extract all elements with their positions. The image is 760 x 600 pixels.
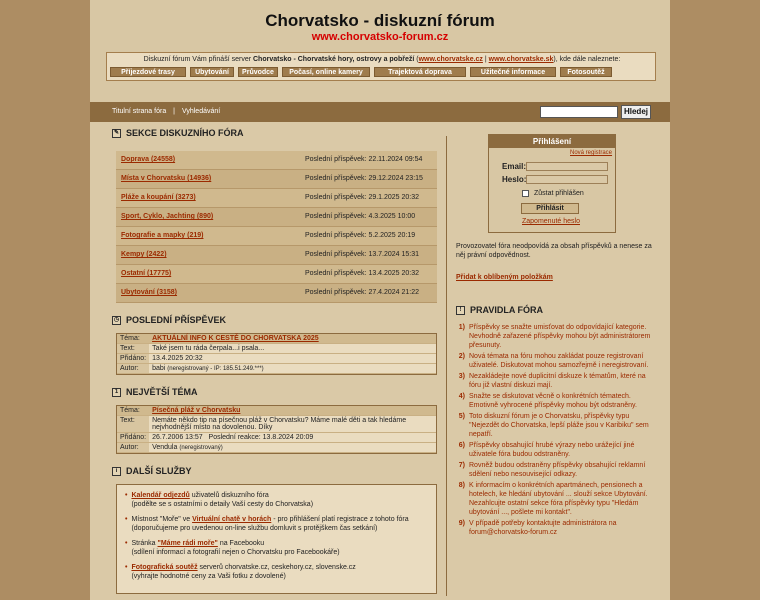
forum-link-ostatni[interactable]: Ostatní (17775) — [121, 270, 172, 277]
forum-last-post — [305, 175, 423, 182]
rules-icon: ! — [456, 306, 465, 315]
rules-title: PRAVIDLA FÓRA — [470, 305, 543, 315]
forum-link-sport[interactable]: Sport, Cyklo, Jachting (890) — [121, 213, 214, 220]
promo-links — [110, 67, 612, 77]
promo-link-uzitecne-informace[interactable]: Užitečné informace — [470, 67, 556, 77]
forum-link-plaze[interactable]: Pláže a koupání (3273) — [121, 194, 196, 201]
sections-title: SEKCE DISKUZNÍHO FÓRA — [126, 128, 244, 138]
last-post-text: Také jsem tu ráda čerpala...i psala... — [149, 344, 436, 354]
services-title: DALŠÍ SLUŽBY — [126, 466, 192, 476]
forum-row — [116, 246, 437, 265]
promo-link-trajektova-doprava[interactable]: Trajektová doprava — [374, 67, 466, 77]
forum-sections-icon: ✎ — [113, 129, 120, 136]
site-title: Chorvatsko - diskuzní fórum — [265, 11, 495, 30]
last-post-heading — [112, 315, 437, 325]
forum-link-ubytovani[interactable]: Ubytování (3158) — [121, 289, 178, 296]
search-button[interactable]: Hledej — [621, 105, 651, 119]
bullet-icon: • — [125, 492, 128, 499]
nav-home[interactable]: Titulní strana fóra — [112, 108, 167, 115]
service-item — [125, 515, 428, 533]
promo-prefix: Diskuzní fórum Vám přináší server — [143, 56, 252, 63]
rules-list — [456, 323, 656, 537]
forum-row — [116, 227, 437, 246]
author-info: (neregistrovaný - IP: 185.51.249.***) — [167, 366, 264, 372]
biggest-topic-author — [149, 443, 436, 453]
sidebar — [456, 128, 656, 539]
service-text: serverů chorvatske.cz, ceskehory.cz, slovenske.cz — [199, 564, 356, 571]
number-one-icon: 1 — [112, 388, 121, 397]
biggest-added: 26.7.2006 13:57 — [152, 434, 203, 441]
biggest-topic-dates — [149, 433, 436, 443]
rule-number: 2) — [458, 353, 465, 360]
site-header — [90, 0, 670, 102]
password-input[interactable] — [526, 175, 608, 184]
last-post-date: 5.2.2025 20:19 — [368, 232, 416, 239]
promo-link-chorvatske-cz[interactable]: www.chorvatske.cz — [418, 56, 483, 63]
last-post-date: 13.7.2024 15:31 — [368, 251, 420, 258]
rule-text: V případě potřeby kontaktujte administrátora na forum@chorvatsko-forum.cz — [469, 520, 617, 536]
promo-suffix: ), kde dále naleznete: — [553, 56, 621, 63]
search-input[interactable] — [540, 106, 618, 118]
text-label: Text: — [117, 416, 149, 433]
service-item — [125, 563, 428, 581]
biggest-last-reply: 13.8.2024 20:09 — [262, 434, 314, 441]
forum-link-kempy[interactable]: Kempy (2422) — [121, 251, 167, 258]
service-pre: Stránka — [131, 540, 156, 547]
author-info: (neregistrovaný) — [179, 445, 223, 451]
service-text: - pro přihlášení platí registrace z tohoto fóra — [273, 516, 409, 523]
last-post-label: Poslední příspěvek: — [305, 213, 367, 220]
forum-last-post — [305, 270, 419, 277]
promo-link-pruvodce[interactable]: Průvodce — [238, 67, 278, 77]
rule-number: 3) — [458, 373, 465, 380]
rules-heading — [456, 305, 656, 315]
rule-number: 1) — [458, 324, 465, 331]
rule-number: 6) — [458, 442, 465, 449]
promo-link-pocasi[interactable]: Počasí, online kamery — [282, 67, 370, 77]
services-heading — [112, 466, 437, 476]
added-label: Přidáno: — [117, 354, 149, 364]
service-link-photo-contest[interactable]: Fotografická soutěž — [131, 564, 198, 571]
last-post-label: Poslední příspěvek: — [305, 156, 367, 163]
bullet-icon: • — [125, 516, 128, 523]
service-pre: Místnost "Moře" ve — [131, 516, 191, 523]
last-post-date: 27.4.2024 21:22 — [368, 289, 420, 296]
last-post-topic-link[interactable]: AKTUÁLNÍ INFO K CESTĚ DO CHORVATSKA 2025 — [152, 335, 319, 342]
service-sub: (podělte se s ostatními o detaily Vaší cesty do Chorvatska) — [131, 501, 314, 508]
promo-sep: | — [482, 56, 489, 63]
last-post-date: 4.3.2025 10:00 — [368, 213, 416, 220]
last-post-date: 29.12.2024 23:15 — [368, 175, 423, 182]
rule-text: Nová témata na fóru mohou zakládat pouze registrovaní uživatelé. Diskutovat mohou samozřejmě i neregistrovaní. — [469, 353, 649, 369]
service-item — [125, 491, 428, 509]
forum-link-fotografie[interactable]: Fotografie a mapky (219) — [121, 232, 204, 239]
remember-checkbox[interactable] — [522, 190, 529, 197]
promo-open: ( — [416, 56, 419, 63]
disclaimer: Provozovatel fóra neodpovídá za obsah příspěvků a nenese za něj právní odpovědnost. — [456, 243, 652, 259]
last-post-date: 22.11.2024 09:54 — [368, 156, 423, 163]
nav-separator: | — [173, 108, 175, 115]
rule-text: K informacím o konkrétních apartmánech, pensionech a hotelech, ke hledání ubytování ... slouží sekce Ubytování. Nezahlcujte ostatní sekce fóra příspěvky typu "Hledám ubytování ..., pošlete mi kontakt". — [469, 482, 648, 516]
text-label: Text: — [117, 344, 149, 354]
forum-last-post — [305, 194, 419, 201]
forum-last-post — [305, 289, 419, 296]
biggest-topic-heading — [112, 387, 437, 397]
add-favorites-link[interactable]: Přidat k oblíbeným položkám — [456, 274, 553, 281]
rule-number: 5) — [458, 413, 465, 420]
biggest-topic-title: NEJVĚTŠÍ TÉMA — [126, 387, 198, 397]
last-post-label: Poslední příspěvek: — [305, 289, 367, 296]
rule-text: Nezakládejte nové duplicitní diskuze k tématům, které na fóru již vlastní diskuzi mají. — [469, 373, 646, 389]
last-post-author — [149, 364, 436, 374]
service-link-facebook[interactable]: "Máme rádi moře" — [157, 540, 218, 547]
topic-label: Téma: — [117, 406, 149, 416]
email-label: Email: — [502, 162, 527, 171]
author-label: Autor: — [117, 443, 149, 453]
forum-link-doprava[interactable]: Doprava (24558) — [121, 156, 176, 163]
promo-link-prijezdove-trasy[interactable]: Příjezdové trasy — [110, 67, 186, 77]
forum-row — [116, 170, 437, 189]
rule-number: 9) — [458, 520, 465, 527]
forum-row — [116, 284, 437, 303]
rule-number: 4) — [458, 393, 465, 400]
author-name: Vendula — [152, 444, 178, 451]
last-post-label: Poslední příspěvek: — [305, 232, 367, 239]
main-column — [112, 128, 437, 594]
promo-link-ubytovani[interactable]: Ubytování — [190, 67, 234, 77]
forum-last-post — [305, 213, 415, 220]
nav-search[interactable]: Vyhledávání — [181, 108, 221, 115]
login-body — [489, 148, 615, 232]
biggest-topic-text: Nemáte někdo tip na písečnou pláž v Chorvatsku? Máme malé děti a tak hledáme nejvhodnější místo na dovolenou. Díky — [149, 416, 436, 433]
rule-number: 7) — [458, 462, 465, 469]
rule-text: Rovněž budou odstraněny příspěvky obsahující reklamní sdělení nebo nesouvisející odkazy. — [469, 462, 646, 478]
service-sub: (doporučujeme pro uvedenou on-line službu domluvit s protějškem čas setkání) — [131, 525, 378, 532]
biggest-topic-link[interactable]: Písečná pláž v Chorvatsku — [152, 407, 241, 414]
rule-text: Příspěvky se snažte umisťovat do odpovídající kategorie. Nevhodně zařazené příspěvky mohou být administrátorem přesunuty. — [469, 324, 651, 349]
password-label: Heslo: — [502, 175, 527, 184]
biggest-topic-box — [116, 405, 437, 454]
service-item — [125, 539, 428, 557]
rule-text: Toto diskuzní fórum je o Chorvatsku, příspěvky typu "Nejezdět do Chorvatska, lepší pláže jsou v Karibiku" sem nepatří. — [469, 413, 649, 438]
service-text: uživatelů diskuzního fóra — [191, 492, 269, 499]
rule-number: 8) — [458, 482, 465, 489]
last-post-title: POSLEDNÍ PŘÍSPĚVEK — [126, 315, 227, 325]
bullet-icon: • — [125, 564, 128, 571]
rule-text: Snažte se diskutovat věcně o konkrétních tématech. Emotivně vyhrocené příspěvky mohou být odstraněny. — [469, 393, 637, 409]
promo-bold: Chorvatsko - Chorvatské hory, ostrovy a pobřeží — [253, 56, 415, 63]
last-post-box — [116, 333, 437, 375]
last-post-label: Poslední příspěvek: — [305, 251, 367, 258]
sections-heading — [112, 128, 437, 138]
clock-icon: ◷ — [113, 316, 120, 323]
info-icon: i — [112, 467, 121, 476]
bullet-icon: • — [125, 540, 128, 547]
rule-item — [456, 372, 656, 390]
forum-row — [116, 189, 437, 208]
register-link[interactable]: Nová registrace — [570, 150, 613, 156]
forum-last-post — [305, 232, 415, 239]
login-title: Přihlášení — [489, 135, 615, 148]
author-name: babi — [152, 365, 166, 372]
rule-item — [456, 519, 656, 537]
rule-item — [456, 481, 656, 517]
login-box — [488, 134, 616, 233]
forum-row — [116, 151, 437, 170]
rule-text: Příspěvky obsahující hrubé výrazy nebo urážející jiné uživatele fóra budou odstraněny. — [469, 442, 635, 458]
rule-item — [456, 323, 656, 350]
rule-item — [456, 441, 656, 459]
forgot-password-link[interactable]: Zapomenuté heslo — [522, 218, 580, 225]
author-label: Autor: — [117, 364, 149, 374]
service-link-calendar[interactable]: Kalendář odjezdů — [131, 492, 190, 499]
last-post-added: 13.4.2025 20:32 — [149, 354, 436, 364]
service-link-chat[interactable]: Virtuální chatě v horách — [192, 516, 272, 523]
last-reply-label: Poslední reakce: — [208, 434, 261, 441]
forum-row — [116, 208, 437, 227]
promo-link-fotosoutez[interactable]: Fotosoutěž — [560, 67, 612, 77]
forum-list — [116, 151, 437, 303]
services-box — [116, 484, 437, 594]
last-post-date: 13.4.2025 20:32 — [368, 270, 420, 277]
remember-label: Zůstat přihlášen — [534, 190, 584, 197]
rule-item — [456, 412, 656, 439]
service-sub: (sdílení informací a fotografií nejen o Chorvatsku pro Facebookáře) — [131, 549, 340, 556]
page — [90, 0, 670, 600]
rule-item — [456, 352, 656, 370]
forum-row — [116, 265, 437, 284]
rule-item — [456, 461, 656, 479]
column-divider — [446, 136, 447, 596]
forum-link-mista[interactable]: Místa v Chorvatsku (14936) — [121, 175, 212, 182]
promo-box — [106, 52, 656, 81]
nav-items — [112, 108, 220, 115]
rule-item — [456, 392, 656, 410]
forum-last-post — [305, 251, 419, 258]
service-text: na Facebooku — [219, 540, 265, 547]
site-url[interactable]: www.chorvatsko-forum.cz — [311, 31, 449, 43]
promo-link-chorvatske-sk[interactable]: www.chorvatske.sk — [488, 56, 554, 63]
last-post-date: 29.1.2025 20:32 — [368, 194, 420, 201]
forum-last-post — [305, 156, 422, 163]
last-post-label: Poslední příspěvek: — [305, 194, 367, 201]
promo-text — [107, 56, 657, 63]
email-input[interactable] — [526, 162, 608, 171]
last-post-label: Poslední příspěvek: — [305, 270, 367, 277]
nav-bar — [90, 102, 670, 122]
topic-label: Téma: — [117, 334, 149, 344]
last-post-label: Poslední příspěvek: — [305, 175, 367, 182]
added-label: Přidáno: — [117, 433, 149, 443]
login-button[interactable]: Přihlásit — [521, 203, 579, 214]
service-sub: (vyhrajte hodnotné ceny za Vaši fotku z dovolené) — [131, 573, 286, 580]
